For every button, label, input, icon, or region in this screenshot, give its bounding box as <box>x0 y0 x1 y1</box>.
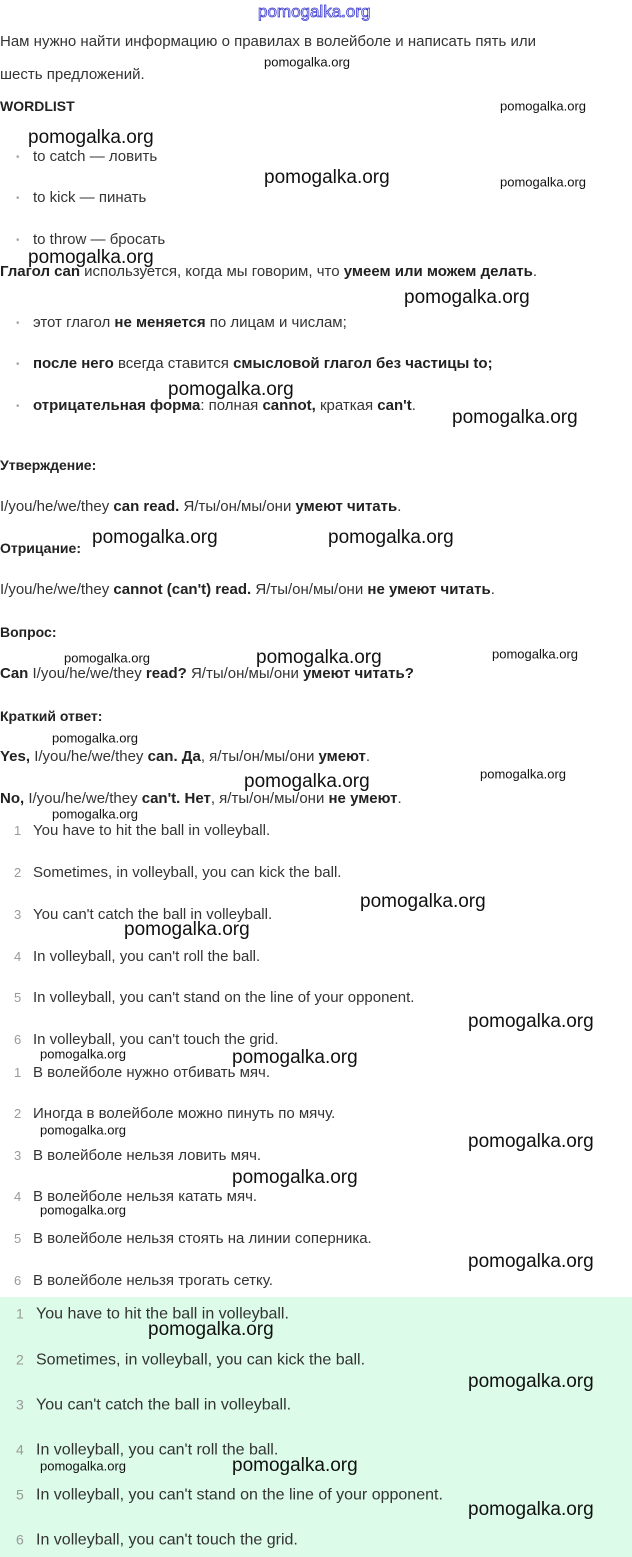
watermark: pomogalka.org <box>404 287 530 308</box>
item-number: 2 <box>16 1351 24 1368</box>
text-segment: read? <box>145 665 187 682</box>
grammar-example <box>0 581 495 599</box>
wordlist-heading <box>0 97 75 115</box>
watermark: pomogalka.org <box>52 806 138 822</box>
text-segment: краткая <box>315 397 378 414</box>
answer-sentence <box>16 1531 298 1550</box>
watermark: pomogalka.org <box>328 527 454 548</box>
item-number: 1 <box>16 1305 24 1322</box>
intro-line <box>0 33 536 51</box>
watermark: pomogalka.org <box>468 1131 594 1152</box>
text-segment: . <box>397 498 402 515</box>
sentence-ru <box>14 1272 273 1290</box>
item-number: 5 <box>14 1231 22 1246</box>
item-number: 3 <box>14 1148 22 1163</box>
text-segment: умеем или можем делать <box>343 263 533 280</box>
watermark: pomogalka.org <box>148 1319 274 1340</box>
text-segment: . <box>397 790 402 807</box>
text-segment: этот глагол <box>33 314 115 331</box>
sentence-ru <box>14 1147 261 1165</box>
text-segment: используется, когда мы говорим, что <box>80 263 344 280</box>
item-number: 4 <box>14 1189 22 1204</box>
sentence-text: In volleyball, you can't roll the ball. <box>33 948 261 965</box>
text-segment: не меняется <box>114 314 206 331</box>
text-segment: после него <box>33 355 114 372</box>
item-text: to throw — бросать <box>33 231 166 248</box>
watermark: pomogalka.org <box>264 167 390 188</box>
watermark: pomogalka.org <box>360 891 486 912</box>
grammar-heading <box>0 623 57 641</box>
text-segment: умеют читать? <box>303 665 414 682</box>
heading-text: Краткий ответ: <box>0 708 103 724</box>
item-number: 5 <box>16 1486 24 1503</box>
watermark: pomogalka.org <box>168 379 294 400</box>
intro-text: шесть предложений. <box>0 66 145 83</box>
watermark: pomogalka.org <box>480 766 566 782</box>
watermark: pomogalka.org <box>40 1122 126 1138</box>
sentence-en <box>14 989 414 1007</box>
text-segment: , я/ты/он/мы/они <box>200 748 319 765</box>
text-segment: . <box>411 397 416 414</box>
item-number: 1 <box>14 823 22 838</box>
sentence-text: В волейболе нужно отбивать мяч. <box>33 1064 271 1081</box>
watermark: pomogalka.org <box>256 647 382 668</box>
item-number: 6 <box>16 1531 24 1548</box>
sentence-en <box>14 948 260 966</box>
sentence-ru <box>14 1230 372 1248</box>
text-segment: не умеют <box>328 790 398 807</box>
text-segment: can read. <box>113 498 180 515</box>
rule-point <box>16 355 493 373</box>
heading-text: Отрицание: <box>0 540 81 556</box>
answer-sentence <box>16 1486 443 1505</box>
text-segment: не умеют читать <box>367 581 491 598</box>
watermark: pomogalka.org <box>64 650 150 666</box>
text-segment: Я/ты/он/мы/они <box>186 665 303 682</box>
text-segment: No, <box>0 790 25 807</box>
sentence-text: In volleyball, you can't touch the grid. <box>36 1531 298 1549</box>
watermark: pomogalka.org <box>40 1046 126 1062</box>
grammar-example <box>0 748 370 766</box>
watermark: pomogalka.org <box>52 730 138 746</box>
text-segment: : полная <box>200 397 263 414</box>
watermark: pomogalka.org <box>232 1167 358 1188</box>
watermark: pomogalka.org <box>92 527 218 548</box>
watermark: pomogalka.org <box>28 127 154 148</box>
text-segment: , я/ты/он/мы/они <box>210 790 329 807</box>
watermark: pomogalka.org <box>264 54 350 70</box>
rule-point <box>16 314 347 332</box>
grammar-heading <box>0 456 96 474</box>
item-text: to kick — пинать <box>33 189 147 206</box>
item-number: 4 <box>14 949 22 964</box>
text-segment: cannot, <box>262 397 316 414</box>
sentence-text: Sometimes, in volleyball, you can kick the ball. <box>33 864 342 881</box>
text-segment: умеют читать <box>295 498 398 515</box>
text-segment: I/you/he/we/they <box>30 748 148 765</box>
sentence-text: You have to hit the ball in volleyball. <box>36 1305 289 1323</box>
text-segment: смысловой глагол без частицы to; <box>233 355 493 372</box>
text-segment: умеют <box>318 748 366 765</box>
sentence-en <box>14 864 341 882</box>
watermark: pomogalka.org <box>468 1251 594 1272</box>
text-segment: Глагол can <box>0 263 81 280</box>
heading-text: Вопрос: <box>0 624 57 640</box>
heading-text: WORDLIST <box>0 98 75 114</box>
watermark: pomogalka.org <box>232 1047 358 1068</box>
item-number: 3 <box>14 907 22 922</box>
heading-text: Утверждение: <box>0 457 97 473</box>
sentence-text: В волейболе нельзя ловить мяч. <box>33 1147 262 1164</box>
watermark: pomogalka.org <box>452 407 578 428</box>
item-number: 2 <box>14 1106 22 1121</box>
watermark: pomogalka.org <box>468 1011 594 1032</box>
answer-sentence <box>16 1351 365 1370</box>
text-segment: can't <box>377 397 412 414</box>
grammar-example <box>0 498 401 516</box>
grammar-heading <box>0 539 81 557</box>
sentence-ru <box>14 1105 335 1123</box>
item-number: 2 <box>14 865 22 880</box>
sentence-text: In volleyball, you can't roll the ball. <box>36 1441 279 1459</box>
item-number: 1 <box>14 1065 22 1080</box>
watermark: pomogalka.org <box>28 247 154 268</box>
text-segment: по лицам и числам; <box>205 314 347 331</box>
item-number: 3 <box>16 1396 24 1413</box>
text-segment: всегда ставится <box>113 355 234 372</box>
intro-line <box>0 66 145 84</box>
text-segment: I/you/he/we/they <box>24 790 142 807</box>
item-text: to catch — ловить <box>33 148 158 165</box>
watermark: pomogalka.org <box>468 1371 594 1392</box>
sentence-text: В волейболе нельзя стоять на линии соперника. <box>33 1230 372 1247</box>
item-number: 5 <box>14 990 22 1005</box>
sentence-text: In volleyball, you can't touch the grid. <box>33 1031 279 1048</box>
intro-text: Нам нужно найти информацию о правилах в волейболе и написать пять или <box>0 33 536 50</box>
sentence-text: In volleyball, you can't stand on the line of your opponent. <box>36 1486 443 1504</box>
item-number: 6 <box>14 1032 22 1047</box>
text-segment: Can <box>0 665 29 682</box>
sentence-text: In volleyball, you can't stand on the line of your opponent. <box>33 989 415 1006</box>
watermark: pomogalka.org <box>244 771 370 792</box>
grammar-heading <box>0 707 102 725</box>
text-segment: Я/ты/он/мы/они <box>251 581 368 598</box>
sentence-text: В волейболе нельзя катать мяч. <box>33 1188 258 1205</box>
watermark: pomogalka.org <box>258 2 371 21</box>
sentence-text: Иногда в волейболе можно пинуть по мячу. <box>33 1105 336 1122</box>
text-segment: отрицательная форма <box>33 397 201 414</box>
text-segment: Да <box>181 748 201 765</box>
text-segment: I/you/he/we/they <box>0 498 114 515</box>
watermark: pomogalka.org <box>492 646 578 662</box>
text-segment: I/you/he/we/they <box>28 665 146 682</box>
text-segment: I/you/he/we/they <box>0 581 114 598</box>
sentence-text: В волейболе нельзя трогать сетку. <box>33 1272 273 1289</box>
watermark: pomogalka.org <box>40 1202 126 1218</box>
text-segment: cannot (can't) read. <box>113 581 252 598</box>
watermark: pomogalka.org <box>124 919 250 940</box>
item-number: 4 <box>16 1441 24 1458</box>
watermark: pomogalka.org <box>468 1499 594 1520</box>
sentence-text: You can't catch the ball in volleyball. <box>33 906 273 923</box>
text-segment: can't. <box>141 790 181 807</box>
text-segment: . <box>532 263 538 280</box>
text-segment: . <box>490 581 495 598</box>
sentence-en <box>14 822 270 840</box>
watermark: pomogalka.org <box>232 1455 358 1476</box>
text-segment: Yes, <box>0 748 31 765</box>
wordlist-item <box>16 189 146 207</box>
sentence-text: You can't catch the ball in volleyball. <box>36 1396 292 1414</box>
text-segment: Нет <box>184 790 211 807</box>
text-segment: . <box>365 748 371 765</box>
watermark: pomogalka.org <box>500 98 586 114</box>
text-segment: can. <box>147 748 178 765</box>
watermark: pomogalka.org <box>500 174 586 190</box>
sentence-text: Sometimes, in volleyball, you can kick the ball. <box>36 1351 366 1369</box>
item-number: 6 <box>14 1273 22 1288</box>
watermark: pomogalka.org <box>40 1458 126 1474</box>
wordlist-item <box>16 148 157 166</box>
text-segment: Я/ты/он/мы/они <box>179 498 296 515</box>
sentence-text: You have to hit the ball in volleyball. <box>33 822 271 839</box>
answer-sentence <box>16 1396 291 1415</box>
